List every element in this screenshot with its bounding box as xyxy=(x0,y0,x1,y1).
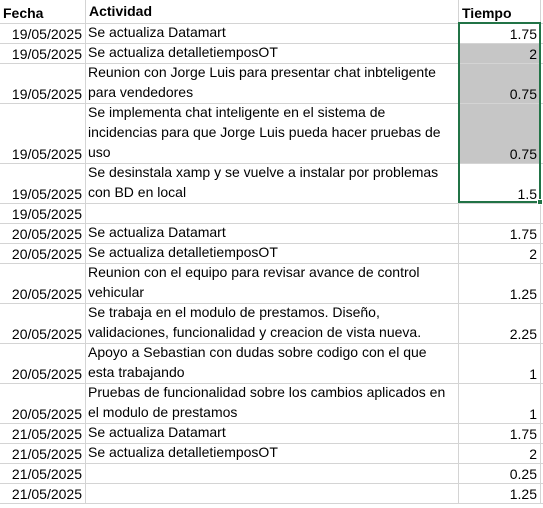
fecha-value: 21/05/2025 xyxy=(11,446,82,462)
actividad-value: Se actualiza detalletiemposOT xyxy=(88,444,278,460)
cell-fecha[interactable] xyxy=(0,464,86,484)
cell-fecha[interactable] xyxy=(0,104,86,164)
cell-tiempo[interactable] xyxy=(459,24,541,44)
cell-actividad[interactable] xyxy=(86,104,459,164)
tiempo-value: 0.75 xyxy=(509,86,537,102)
actividad-value: Apoyo a Sebastian con dudas sobre codigo con el que esta trabajando xyxy=(88,344,427,380)
tiempo-value: 2.25 xyxy=(509,326,537,342)
cell-actividad[interactable] xyxy=(86,444,459,464)
actividad-value: Reunion con el equipo para revisar avance de control vehicular xyxy=(88,264,420,300)
cell-tiempo[interactable] xyxy=(459,384,541,424)
fecha-value: 19/05/2025 xyxy=(11,26,82,42)
cell-fecha[interactable] xyxy=(0,424,86,444)
fecha-value: 20/05/2025 xyxy=(11,406,82,422)
cell-actividad[interactable] xyxy=(86,164,459,204)
cell-tiempo[interactable] xyxy=(459,344,541,384)
tiempo-value: 1.75 xyxy=(509,26,537,42)
table-row xyxy=(0,204,543,224)
table-row xyxy=(0,444,543,464)
fill-handle[interactable] xyxy=(537,199,543,205)
cell-tiempo[interactable] xyxy=(459,244,541,264)
cell-fecha[interactable] xyxy=(0,304,86,344)
actividad-value: Se desinstala xamp y se vuelve a instalar por problemas con BD en local xyxy=(88,164,439,200)
cell-actividad[interactable] xyxy=(86,64,459,104)
header-cell-tiempo[interactable] xyxy=(459,0,541,24)
table-row xyxy=(0,64,543,104)
cell-actividad[interactable] xyxy=(86,464,459,484)
fecha-value: 20/05/2025 xyxy=(11,246,82,262)
fecha-value: 21/05/2025 xyxy=(11,486,82,502)
header-actividad-label: Actividad xyxy=(89,3,153,19)
cell-fecha[interactable] xyxy=(0,204,86,224)
cell-tiempo[interactable] xyxy=(459,224,541,244)
cell-tiempo[interactable] xyxy=(459,64,541,104)
actividad-value: Reunion con Jorge Luis para presentar chat inbteligente para vendedores xyxy=(88,64,436,100)
tiempo-value: 1 xyxy=(529,366,537,382)
tiempo-value: 2 xyxy=(529,446,537,462)
cell-actividad[interactable] xyxy=(86,424,459,444)
tiempo-value: 1 xyxy=(529,406,537,422)
cell-actividad[interactable] xyxy=(86,384,459,424)
tiempo-value: 2 xyxy=(529,46,537,62)
cell-tiempo[interactable] xyxy=(459,164,541,204)
actividad-value: Se trabaja en el modulo de prestamos. Diseño, validaciones, funcionalidad y creacion de vista nueva. xyxy=(88,304,422,340)
cell-actividad[interactable] xyxy=(86,24,459,44)
cell-actividad[interactable] xyxy=(86,244,459,264)
actividad-value: Se implementa chat inteligente en el sistema de incidencias para que Jorge Luis pueda hacer pruebas de uso xyxy=(88,104,441,160)
cell-fecha[interactable] xyxy=(0,24,86,44)
tiempo-value: 1.75 xyxy=(509,226,537,242)
table-row xyxy=(0,464,543,484)
table-row xyxy=(0,224,543,244)
header-cell-actividad[interactable] xyxy=(86,0,459,24)
cell-actividad[interactable] xyxy=(86,224,459,244)
fecha-value: 20/05/2025 xyxy=(11,326,82,342)
cell-actividad[interactable] xyxy=(86,264,459,304)
cell-tiempo[interactable] xyxy=(459,444,541,464)
tiempo-value: 0.25 xyxy=(509,466,537,482)
cell-fecha[interactable] xyxy=(0,384,86,424)
cell-fecha[interactable] xyxy=(0,244,86,264)
table-row xyxy=(0,344,543,384)
cell-fecha[interactable] xyxy=(0,484,86,504)
cell-actividad[interactable] xyxy=(86,44,459,64)
cell-tiempo[interactable] xyxy=(459,304,541,344)
fecha-value: 19/05/2025 xyxy=(11,206,82,222)
table-row xyxy=(0,264,543,304)
cell-tiempo[interactable] xyxy=(459,464,541,484)
cell-fecha[interactable] xyxy=(0,224,86,244)
cell-fecha[interactable] xyxy=(0,344,86,384)
cell-tiempo[interactable] xyxy=(459,104,541,164)
table-row xyxy=(0,24,543,44)
tiempo-value: 1.25 xyxy=(509,286,537,302)
table-row xyxy=(0,484,543,504)
table-row xyxy=(0,304,543,344)
table-row xyxy=(0,44,543,64)
header-fecha-label: Fecha xyxy=(3,5,44,21)
header-row xyxy=(0,0,543,24)
tiempo-value: 1.75 xyxy=(509,426,537,442)
cell-actividad[interactable] xyxy=(86,304,459,344)
actividad-value: Se actualiza Datamart xyxy=(88,424,226,440)
table-row xyxy=(0,164,543,204)
tiempo-value: 1.5 xyxy=(517,186,537,202)
fecha-value: 21/05/2025 xyxy=(11,466,82,482)
fecha-value: 19/05/2025 xyxy=(11,146,82,162)
actividad-value: Se actualiza Datamart xyxy=(88,224,226,240)
cell-fecha[interactable] xyxy=(0,64,86,104)
cell-fecha[interactable] xyxy=(0,444,86,464)
actividad-value: Pruebas de funcionalidad sobre los cambios aplicados en el modulo de prestamos xyxy=(88,384,446,420)
tiempo-value: 1.25 xyxy=(509,486,537,502)
cell-fecha[interactable] xyxy=(0,264,86,304)
cell-tiempo[interactable] xyxy=(459,264,541,304)
table-row xyxy=(0,244,543,264)
actividad-value: Se actualiza detalletiemposOT xyxy=(88,244,278,260)
fecha-value: 20/05/2025 xyxy=(11,226,82,242)
cell-fecha[interactable] xyxy=(0,164,86,204)
cell-fecha[interactable] xyxy=(0,44,86,64)
table-row xyxy=(0,104,543,164)
cell-actividad[interactable] xyxy=(86,204,459,224)
header-tiempo-label: Tiempo xyxy=(462,5,512,21)
fecha-value: 19/05/2025 xyxy=(11,46,82,62)
cell-tiempo[interactable] xyxy=(459,44,541,64)
table-row xyxy=(0,384,543,424)
actividad-value: Se actualiza detalletiemposOT xyxy=(88,44,278,60)
cell-actividad[interactable] xyxy=(86,344,459,384)
cell-tiempo[interactable] xyxy=(459,424,541,444)
cell-tiempo[interactable] xyxy=(459,204,541,224)
fecha-value: 20/05/2025 xyxy=(11,366,82,382)
tiempo-value: 2 xyxy=(529,246,537,262)
fecha-value: 20/05/2025 xyxy=(11,286,82,302)
fecha-value: 19/05/2025 xyxy=(11,186,82,202)
cell-actividad[interactable] xyxy=(86,484,459,504)
actividad-value: Se actualiza Datamart xyxy=(88,24,226,40)
fecha-value: 19/05/2025 xyxy=(11,86,82,102)
table-row xyxy=(0,424,543,444)
fecha-value: 21/05/2025 xyxy=(11,426,82,442)
tiempo-value: 0.75 xyxy=(509,146,537,162)
header-cell-fecha[interactable] xyxy=(0,0,86,24)
cell-tiempo[interactable] xyxy=(459,484,541,504)
